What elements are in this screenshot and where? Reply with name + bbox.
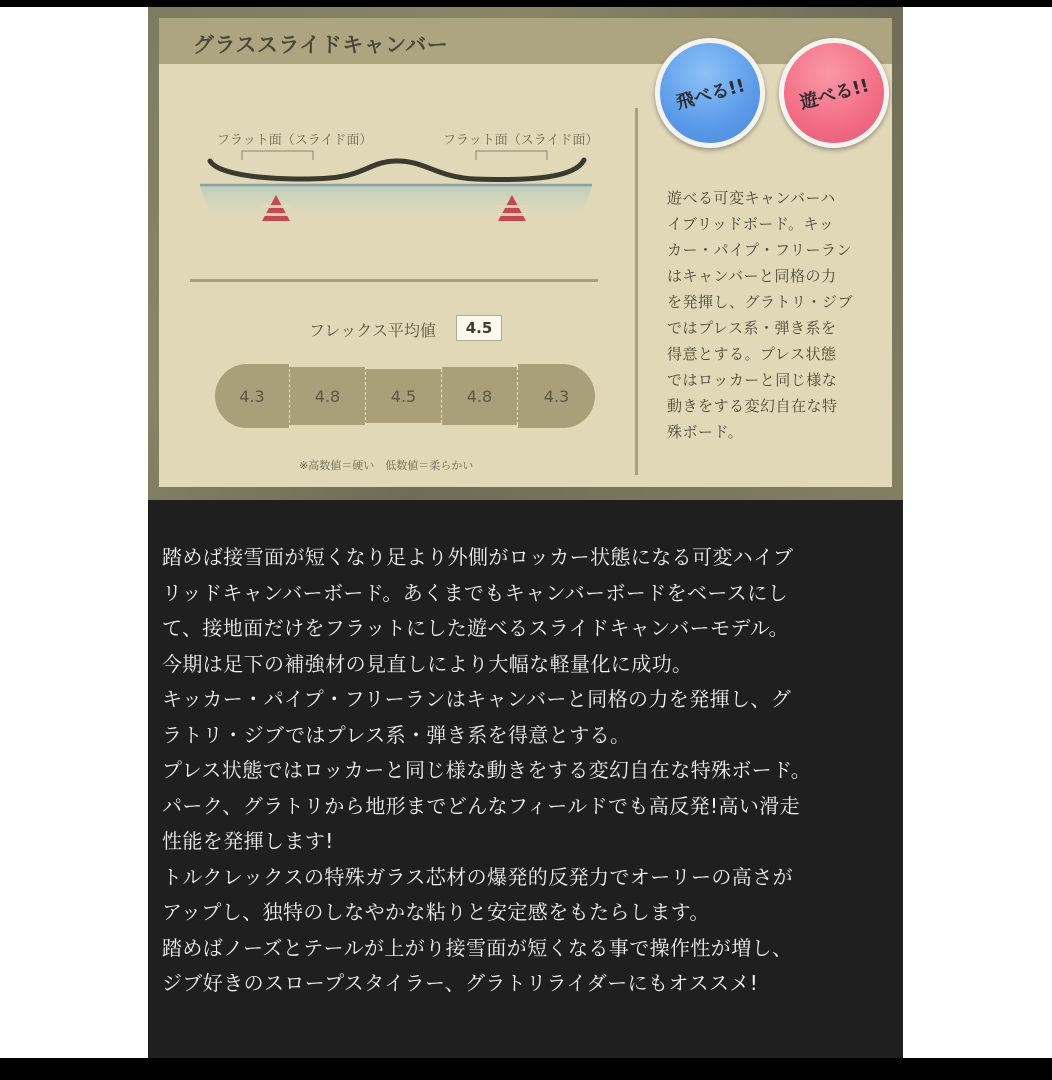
badge-fly-label: 飛べる!! [673, 75, 748, 114]
flex-segment-center: 4.5 [366, 369, 442, 423]
flex-segment-back: 4.8 [442, 367, 518, 425]
description-text [162, 540, 897, 1002]
description-line: 踏めば接雪面が短くなり足より外側がロッカー状態になる可変ハイブ [162, 545, 794, 569]
flex-segment-tail: 4.3 [518, 364, 595, 428]
description-line: トルクレックスの特殊ガラス芯材の爆発的反発力でオーリーの高さが [162, 864, 793, 889]
side-text-line: 殊ボード。 [667, 423, 744, 441]
flat-label-right: フラット面（スライド面） [443, 133, 599, 148]
card-title: グラススライドキャンバー [193, 33, 449, 57]
description-line: 踏めばノーズとテールが上がり接雪面が短くなる事で操作性が増し、 [162, 935, 793, 960]
side-text-line: ではロッカーと同じ様な [667, 371, 838, 389]
side-text-line: ではプレス系・弾き系を [667, 319, 837, 337]
flex-segment-nose: 4.3 [215, 364, 290, 428]
description-line: パーク、グラトリから地形までどんなフィールドでも高反発!高い滑走 [162, 793, 801, 818]
side-text-line: 遊べる可変キャンバーハ [667, 189, 836, 207]
side-description [667, 185, 882, 445]
side-text-line: を発揮し、グラトリ・ジブ [667, 293, 854, 311]
badge-play [779, 38, 889, 148]
description-panel [148, 500, 903, 1058]
description-line: 今期は足下の補強材の見直しにより大幅な軽量化に成功。 [162, 651, 693, 676]
bottom-black-bar [0, 1058, 1052, 1080]
card-header [159, 18, 892, 64]
badge-play-label: 遊べる!! [797, 75, 872, 114]
description-line: リッドキャンバーボード。あくまでもキャンバーボードをベースにし [162, 580, 788, 605]
side-text-line: はキャンバーと同格の力 [667, 267, 837, 285]
top-black-bar [0, 0, 1052, 7]
flex-segment-front: 4.8 [290, 367, 366, 425]
product-image [148, 7, 903, 1058]
description-line: ジブ好きのスロープスタイラー、グラトリライダーにもオススメ! [162, 971, 759, 995]
flex-average-label: フレックス平均値 [309, 321, 437, 340]
flex-note: ※高数値＝硬い 低数値＝柔らかい [299, 459, 474, 472]
flex-average-value: 4.5 [456, 315, 502, 341]
side-text-line: 得意とする。プレス状態 [667, 345, 837, 363]
spec-card-frame [148, 7, 903, 500]
description-line: ラトリ・ジブではプレス系・弾き系を得意とする。 [162, 722, 631, 747]
camber-profile-diagram [190, 148, 610, 228]
side-text-line: イブリッドボード。キッ [667, 215, 835, 233]
side-text-line: 動きをする変幻自在な特 [667, 397, 838, 415]
flex-board-diagram [215, 364, 595, 428]
description-line: キッカー・パイプ・フリーランはキャンバーと同格の力を発揮し、グ [162, 687, 792, 711]
badge-fly [655, 38, 765, 148]
description-line: て、接地面だけをフラットにした遊べるスライドキャンバーモデル。 [162, 616, 789, 640]
spec-card [159, 18, 892, 487]
side-text-line: カー・パイプ・フリーラン [667, 241, 852, 259]
description-line: 性能を発揮します! [162, 829, 334, 853]
flat-label-left: フラット面（スライド面） [217, 133, 373, 148]
horizontal-divider [190, 279, 598, 282]
description-line: アップし、独特のしなやかな粘りと安定感をもたらします。 [162, 900, 710, 924]
description-line: プレス状態ではロッカーと同じ様な動きをする変幻自在な特殊ボード。 [162, 758, 812, 782]
vertical-divider [635, 108, 638, 475]
